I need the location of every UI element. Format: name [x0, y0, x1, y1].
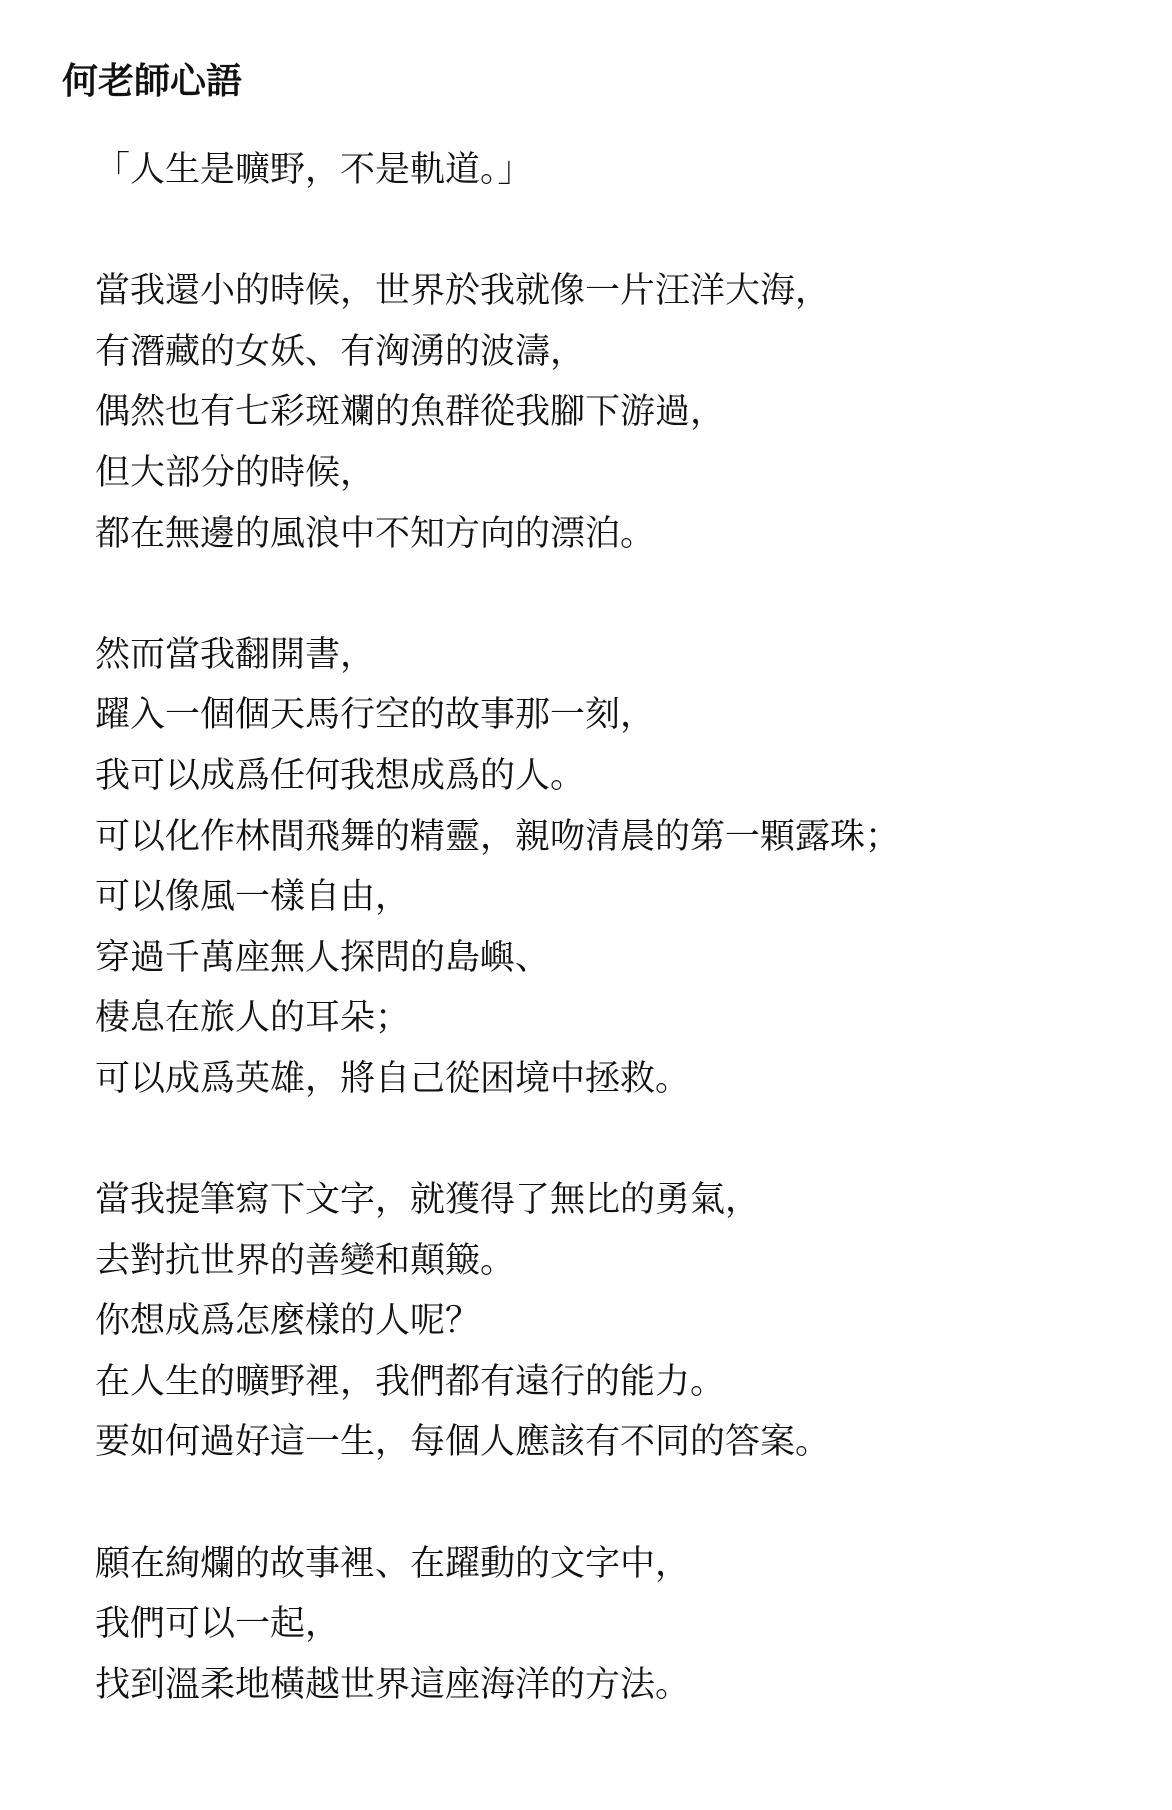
poem-line: 可以像風一樣自由，: [95, 877, 411, 918]
stanza-gap: [95, 1473, 1135, 1534]
poem-line: 但大部分的時候，: [95, 452, 376, 493]
poem-line: 偶然也有七彩斑斕的魚群從我腳下游過，: [95, 392, 726, 433]
poem-line: 我們可以一起，: [95, 1604, 341, 1645]
poem-line: 穿過千萬座無人探問的島嶼、: [95, 937, 551, 978]
page-title: 何老師心語: [62, 61, 243, 102]
poem-line: 當我還小的時候，世界於我就像一片汪洋大海，: [95, 271, 831, 312]
stanza-gap: [95, 201, 1135, 262]
stanza-1: [95, 261, 1135, 564]
stanza-4: [95, 1534, 1135, 1716]
stanza-2: [95, 625, 1135, 1110]
poem-line: 願在絢爛的故事裡、在躍動的文字中，: [95, 1543, 691, 1584]
poem-line: 找到溫柔地橫越世界這座海洋的方法。: [95, 1664, 691, 1705]
poem-line: 要如何過好這一生，每個人應該有不同的答案。: [95, 1422, 831, 1463]
poem-body: [95, 140, 1135, 1715]
stanza-3: [95, 1170, 1135, 1473]
quote-line: 「人生是曠野，不是軌道。」: [95, 150, 533, 190]
poem-line: 去對抗世界的善變和顛簸。: [95, 1240, 516, 1281]
poem-line: 棲息在旅人的耳朵；: [95, 998, 411, 1039]
poem-line: 我可以成爲任何我想成爲的人。: [95, 755, 586, 796]
poem-line: 躍入一個個天馬行空的故事那一刻，: [95, 695, 656, 736]
stanza-gap: [95, 564, 1135, 625]
poem-line: 都在無邊的風浪中不知方向的漂泊。: [95, 513, 656, 554]
poem-line: 當我提筆寫下文字，就獲得了無比的勇氣，: [95, 1180, 761, 1221]
stanza-gap: [95, 1110, 1135, 1171]
poem-line: 在人生的曠野裡，我們都有遠行的能力。: [95, 1361, 726, 1402]
poem-line: 你想成爲怎麼樣的人呢？: [95, 1301, 481, 1342]
poem-line: 有潛藏的女妖、有洶湧的波濤，: [95, 331, 586, 372]
poem-line: 可以成爲英雄，將自己從困境中拯救。: [95, 1058, 691, 1099]
poem-line: 然而當我翻開書，: [95, 634, 376, 675]
poem-line: 可以化作林間飛舞的精靈，親吻清晨的第一顆露珠；: [95, 816, 901, 857]
